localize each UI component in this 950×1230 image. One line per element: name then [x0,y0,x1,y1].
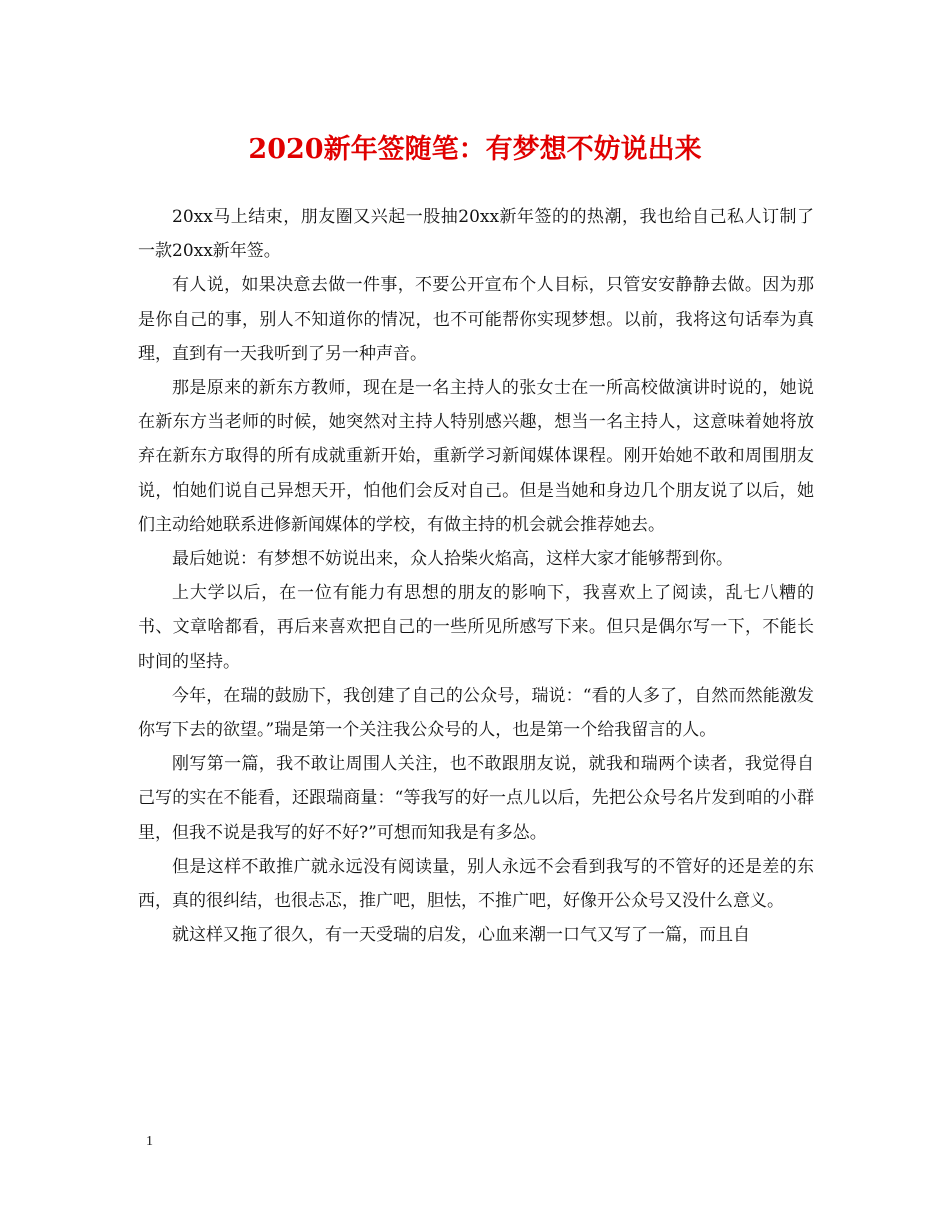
paragraph: 那是原来的新东方教师，现在是一名主持人的张女士在一所高校做演讲时说的，她说在新东方当老师的时候，她突然对主持人特别感兴趣，想当一名主持人，这意味着她将放弃在新东方取得的所有成就重新开始，重新学习新闻媒体课程。刚开始她不敢和周围朋友说，怕她们说自己异想天开，怕他们会反对自己。但是当她和身边几个朋友说了以后，她们主动给她联系进修新闻媒体的学校，有做主持的机会就会推荐她去。 [138,378,814,535]
paragraph: 20xx马上结束，朋友圈又兴起一股抽20xx新年签的的热潮，我也给自己私人订制了一款20xx新年签。 [138,207,814,262]
paragraph: 今年，在瑞的鼓励下，我创建了自己的公众号，瑞说：“看的人多了，自然而然能激发你写下去的欲望。”瑞是第一个关注我公众号的人，也是第一个给我留言的人。 [138,685,814,741]
paragraph: 有人说，如果决意去做一件事，不要公开宣布个人目标，只管安安静静去做。因为那是你自己的事，别人不知道你的情况，也不可能帮你实现梦想。以前，我将这句话奉为真理，直到有一天我听到了另一种声音。 [138,275,814,364]
paragraph: 上大学以后，在一位有能力有思想的朋友的影响下，我喜欢上了阅读，乱七八糟的书、文章啥都看，再后来喜欢把自己的一些所见所感写下来。但只是偶尔写一下，不能长时间的坚持。 [138,583,814,672]
paragraph: 刚写第一篇，我不敢让周围人关注，也不敢跟朋友说，就我和瑞两个读者，我觉得自己写的实在不能看，还跟瑞商量：“等我写的好一点儿以后，先把公众号名片发到咱的小群里，但我不说是我写的好不好?”可想而知我是有多怂。 [138,754,814,843]
paragraph: 就这样又拖了很久，有一天受瑞的启发，心血来潮一口气又写了一篇，而且自 [172,925,750,946]
page-number: 1 [146,1134,153,1149]
paragraph: 但是这样不敢推广就永远没有阅读量，别人永远不会看到我写的不管好的还是差的东西，真的很纠结，也很忐忑，推广吧，胆怯，不推广吧，好像开公众号又没什么意义。 [138,856,814,912]
document-body [138,200,814,952]
document-title: 2020新年签随笔：有梦想不妨说出来 [248,134,702,165]
paragraph: 最后她说：有梦想不妨说出来，众人拾柴火焰高，这样大家才能够帮到你。 [172,549,733,570]
